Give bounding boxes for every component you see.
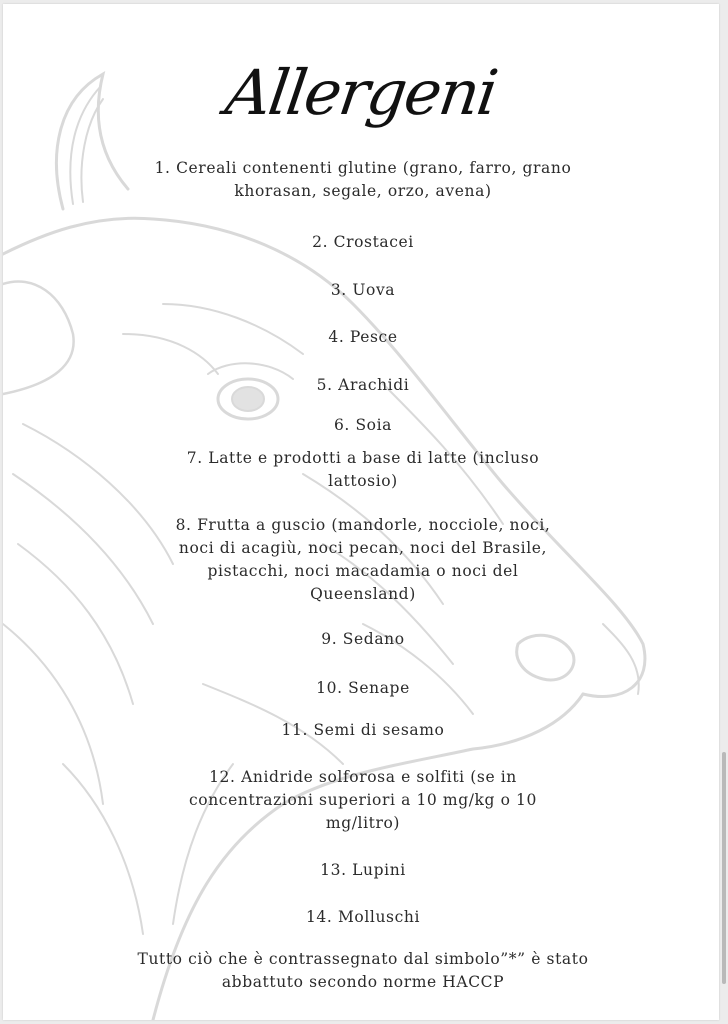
allergen-item-12: 12. Anidride solforosa e solfiti (se in concentrazioni superiori a 10 mg/kg o 10 mg/litro) <box>189 768 537 832</box>
vertical-scrollbar[interactable] <box>722 752 726 984</box>
allergen-item-3: 3. Uova <box>330 281 396 299</box>
allergen-item-9: 9. Sedano <box>321 630 405 648</box>
allergen-item-6: 6. Soia <box>333 416 393 434</box>
allergen-item-7: 7. Latte e prodotti a base di latte (incluso lattosio) <box>186 449 540 490</box>
allergen-item-4: 4. Pesce <box>328 328 398 346</box>
allergen-item-11: 11. Semi di sesamo <box>281 721 445 739</box>
allergen-item-2: 2. Crostacei <box>312 233 414 251</box>
allergen-item-8: 8. Frutta a guscio (mandorle, nocciole, noci, noci di acagiù, noci pecan, noci del Brasile, pistacchi, noci macadamia o noci del Queensland) <box>175 516 551 603</box>
allergen-item-1: 1. Cereali contenenti glutine (grano, farro, grano khorasan, segale, orzo, avena) <box>154 159 572 200</box>
allergen-item-14: 14. Molluschi <box>305 908 421 926</box>
allergen-item-5: 5. Arachidi <box>316 376 410 394</box>
haccp-note: Tutto ciò che è contrassegnato dal simbolo”*” è stato abbattuto secondo norme HACCP <box>137 950 589 991</box>
document-page <box>3 4 719 1020</box>
page-title: Allergeni <box>221 56 501 129</box>
allergen-item-13: 13. Lupini <box>320 861 406 879</box>
allergen-item-10: 10. Senape <box>316 679 410 697</box>
